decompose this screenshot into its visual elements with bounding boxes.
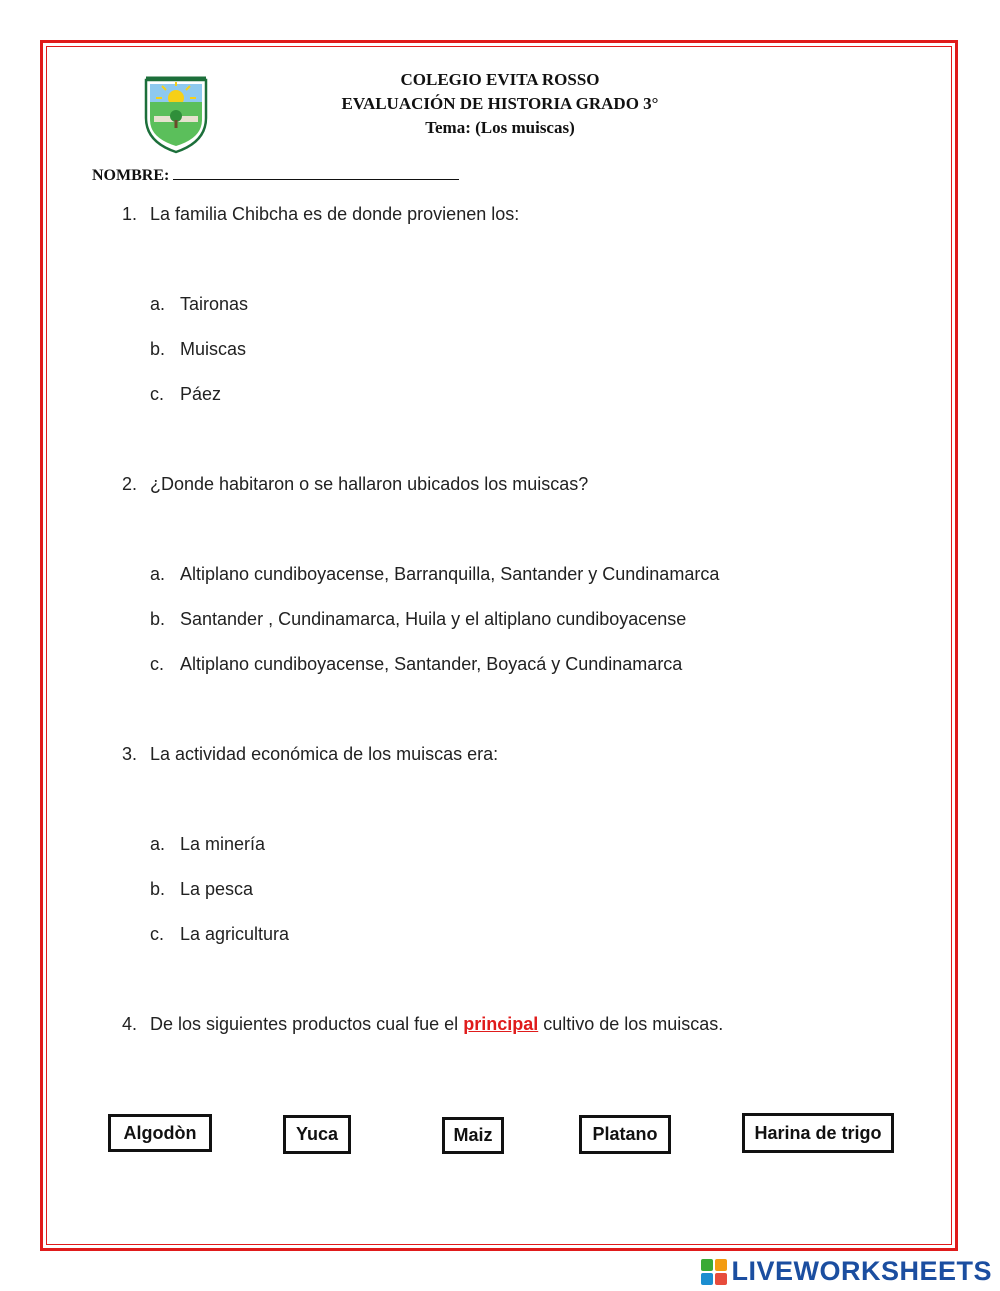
option-letter: b.	[150, 339, 166, 359]
option-text: Taironas	[180, 294, 249, 314]
question-2	[122, 474, 588, 495]
question-4	[122, 1014, 723, 1035]
school-crest-icon	[140, 72, 212, 154]
liveworksheets-brand	[701, 1256, 992, 1287]
option-letter: a.	[150, 564, 166, 584]
answer-box-algodon[interactable]	[108, 1114, 212, 1152]
question-1	[122, 204, 519, 225]
brand-text: LIVEWORKSHEETS	[731, 1256, 992, 1286]
answer-box-maiz[interactable]	[442, 1117, 504, 1154]
liveworksheets-logo-icon	[701, 1259, 727, 1285]
question-text-before: De los siguientes productos cual fue el	[150, 1014, 459, 1034]
question-number: 4.	[122, 1014, 138, 1034]
option-letter: c.	[150, 924, 165, 944]
question-text: La familia Chibcha es de donde provienen los:	[150, 204, 520, 224]
answer-box-yuca[interactable]	[283, 1115, 351, 1154]
school-name: COLEGIO EVITA ROSSO	[400, 70, 600, 89]
answer-box-label: Algodòn	[123, 1122, 197, 1143]
question-text: ¿Donde habitaron o se hallaron ubicados los muiscas?	[150, 474, 589, 494]
question-text-after: cultivo de los muiscas.	[543, 1014, 724, 1034]
option-letter: a.	[150, 294, 166, 314]
name-field	[92, 163, 459, 185]
answer-box-platano[interactable]	[579, 1115, 671, 1154]
option-3b[interactable]	[150, 879, 253, 900]
document-header	[250, 68, 750, 140]
option-3c[interactable]	[150, 924, 289, 945]
option-letter: b.	[150, 879, 166, 899]
option-1a[interactable]	[150, 294, 248, 315]
option-letter: c.	[150, 654, 165, 674]
answer-box-label: Yuca	[295, 1124, 339, 1144]
option-2c[interactable]	[150, 654, 682, 675]
question-number: 3.	[122, 744, 138, 764]
option-text: Altiplano cundiboyacense, Barranquilla, Santander y Cundinamarca	[180, 564, 720, 584]
option-letter: a.	[150, 834, 166, 854]
question-number: 1.	[122, 204, 138, 224]
highlighted-word: principal	[463, 1014, 539, 1034]
answer-box-label: Platano	[592, 1124, 658, 1144]
exam-title: EVALUACIÓN DE HISTORIA GRADO 3°	[341, 94, 659, 113]
option-letter: c.	[150, 384, 165, 404]
answer-box-label: Harina de trigo	[754, 1122, 882, 1143]
page-border-inner	[46, 46, 952, 1245]
exam-topic: Tema: (Los muiscas)	[425, 118, 575, 137]
option-2a[interactable]	[150, 564, 719, 585]
option-text: La agricultura	[180, 924, 290, 944]
option-text: La pesca	[180, 879, 254, 899]
option-letter: b.	[150, 609, 166, 629]
option-text: Altiplano cundiboyacense, Santander, Boyacá y Cundinamarca	[180, 654, 683, 674]
option-text: Santander , Cundinamarca, Huila y el altiplano cundiboyacense	[180, 609, 687, 629]
name-blank-line[interactable]	[173, 163, 459, 180]
option-text: Páez	[180, 384, 222, 404]
name-label: NOMBRE:	[92, 167, 170, 184]
option-3a[interactable]	[150, 834, 265, 855]
question-text: La actividad económica de los muiscas era:	[150, 744, 499, 764]
question-3	[122, 744, 498, 765]
option-1c[interactable]	[150, 384, 221, 405]
answer-box-label: Maiz	[453, 1125, 493, 1145]
question-number: 2.	[122, 474, 138, 494]
option-2b[interactable]	[150, 609, 686, 630]
answer-box-harina-de-trigo[interactable]	[742, 1113, 894, 1153]
option-1b[interactable]	[150, 339, 246, 360]
option-text: La minería	[180, 834, 266, 854]
option-text: Muiscas	[180, 339, 247, 359]
